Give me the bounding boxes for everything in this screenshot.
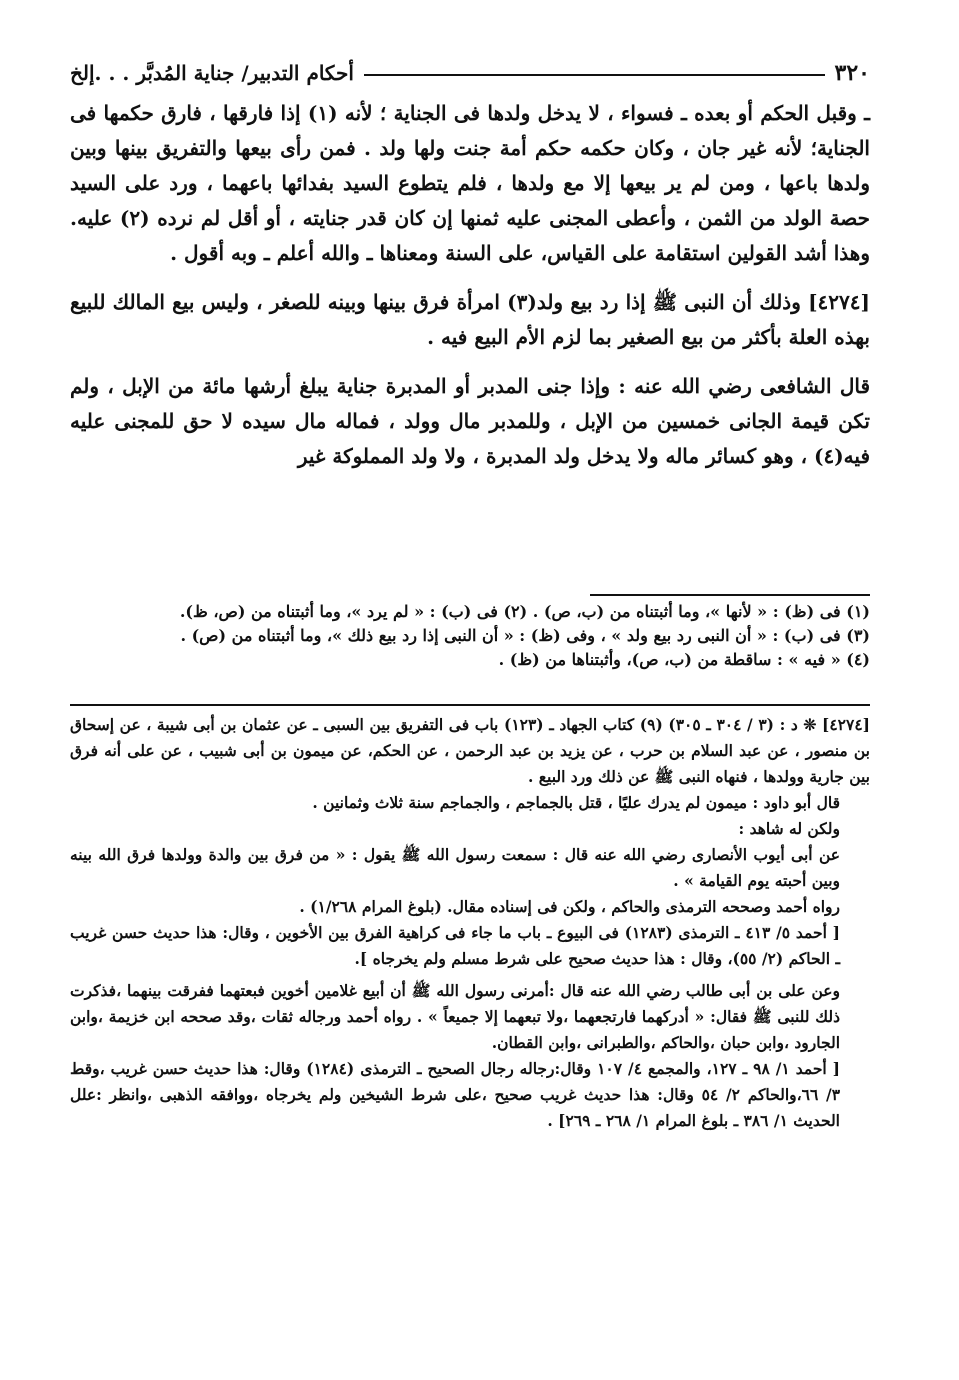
main-text <box>70 96 870 474</box>
footnote-line: (١) فى (ظ) : « لأنها »، وما أثبتناه من (ب، ص) . (٢) فى (ب) : « لم يرد »، وما أثبتناه من (ص، ظ). <box>179 602 870 621</box>
takhrij-hadith: وعن على بن أبى طالب رضي الله عنه قال :أمرنى رسول الله ﷺ أن أبيع غلامين أخوين فبعتهما ففرقت بينهما ،فذكرت ذلك للنبى ﷺ فقال: « أدركهما فارتجعهما ،ولا تبعهما إلا جميعاً » . رواه أحمد ورجاله ثقات ،وقد صححه ابن خزيمة ،وابن الجارود ،وابن حبان ،والحاكم ،والطبرانى ،وابن القطان. <box>70 981 840 1052</box>
takhrij-reference: [ أحمد ١/ ٩٨ ـ ١٢٧، والمجمع ٤/ ١٠٧ وقال:رجاله رجال الصحيح ـ الترمذى (١٢٨٤) وقال: هذا حديث حسن غريب ،وقط ٣/ ٦٦،والحاكم ٢/ ٥٤ وقال: هذا حديث غريب صحيح ،على شرط الشيخين ولم يخرجاه ،ووافقه الذهبى ،وانظر :علل الحديث ١/ ٣٨٦ ـ بلوغ المرام ١/ ٢٦٨ ـ ٢٦٩] . <box>70 1059 841 1130</box>
takhrij-note: رواه أحمد وصححه الترمذى والحاكم ، ولكن فى إسناده مقال. (بلوغ المرام ١/٢٦٨) . <box>299 897 840 916</box>
hadith-takhrij <box>70 712 870 1134</box>
footnote-line: (٣) فى (ب) : « أن النبى رد بيع ولد » ، وفى (ظ) : « أن النبى إذا رد بيع ذلك »، وما أثبتناه من (ص) . <box>180 626 870 645</box>
takhrij-note: ولكن له شاهد : <box>738 819 840 838</box>
footnote-line: (٤) « فيه » : ساقطة من (ب، ص)، وأثبتناها من (ظ) . <box>498 650 870 669</box>
takhrij-reference: [ أحمد ٥/ ٤١٣ ـ الترمذى (١٢٨٣) فى البيوع ـ باب ما جاء فى كراهية الفرق بين الأخوين ، وقال: هذا حديث حسن غريب ـ الحاكم (٢/ ٥٥)، وقال : هذا حديث صحيح على شرط مسلم ولم يخرجاه ]. <box>70 923 840 968</box>
page-number: ٣٢٠ <box>834 60 870 86</box>
running-title: أحكام التدبير/ جناية المُدبَّر . . .إلخ <box>70 61 354 85</box>
takhrij-hadith: عن أبى أيوب الأنصارى رضي الله عنه قال : سمعت رسول الله ﷺ يقول : « من فرق بين والدة وولدها فرق الله بينه وبين أحبته يوم القيامة » . <box>70 845 840 890</box>
header-rule <box>364 74 825 76</box>
footnotes <box>70 600 870 672</box>
paragraph-1: ـ وقبل الحكم أو بعده ـ فسواء ، لا يدخل ولدها فى الجناية ؛ لأنه (١) إذا فارقها ، فارق حكمها فى الجناية؛ لأنه غير جان ، وكان حكمه حكم أمة جنت ولها ولد . فمن رأى بيعها والتفريق بينها وبين ولدها باعها ، ومن لم ير بيعها إلا مع ولدها ، فلم يتطوع السيد بفدائها باعهما ، ورد على السيد حصة الولد من الثمن ، وأعطى المجنى عليه ثمنها إن كان قدر جنايته ، أو أقل لم نرده (٢) عليه. وهذا أشد القولين استقامة على القياس، على السنة ومعناها ـ والله أعلم ـ وبه أقول . <box>70 101 870 265</box>
shafii-label: قال الشافعى رضي الله عنه : <box>618 374 871 398</box>
takhrij-entry: [٤٢٧٤] ❊ د : (٣ / ٣٠٤ ـ ٣٠٥) (٩) كتاب الجهاد ـ (١٢٣) باب فى التفريق بين السبى ـ عن عثمان بن أبى شيبة ، عن إسحاق بن منصور ، عن عبد السلام بن حرب ، عن يزيد بن عبد الرحمن ، عن الحكم، عن ميمون بن أبى شبيب ، عن على أنه فرق بين جارية وولدها ، فنهاه النبى ﷺ عن ذلك ورد البيع . <box>70 715 870 786</box>
takhrij-separator <box>70 704 870 706</box>
paragraph-2: [٤٢٧٤] وذلك أن النبى ﷺ إذا رد بيع ولد(٣) امرأة فرق بينها وبينه للصغر ، وليس بيع المالك للبيع بهذه العلة بأكثر من بيع الصغير بما لزم الأم البيع فيه . <box>70 290 870 349</box>
paragraph-3 <box>70 369 870 474</box>
footnote-separator <box>590 594 870 596</box>
paragraph-3-text: وإذا جنى المدبر أو المدبرة جناية يبلغ أرشها مائة من الإبل ، ولم تكن قيمة الجانى خمسين من الإبل ، وللمدبر مال وولد ، فماله مال سيده لا حق للمجنى عليه فيه(٤) ، وهو كسائر ماله ولا يدخل ولد المدبرة ، ولا ولد المملوكة غير <box>70 374 870 468</box>
takhrij-note: قال أبو داود : ميمون لم يدرك عليًا ، قتل بالجماجم ، والجماجم سنة ثلاث وثمانين . <box>312 793 840 812</box>
page-header <box>70 58 870 88</box>
